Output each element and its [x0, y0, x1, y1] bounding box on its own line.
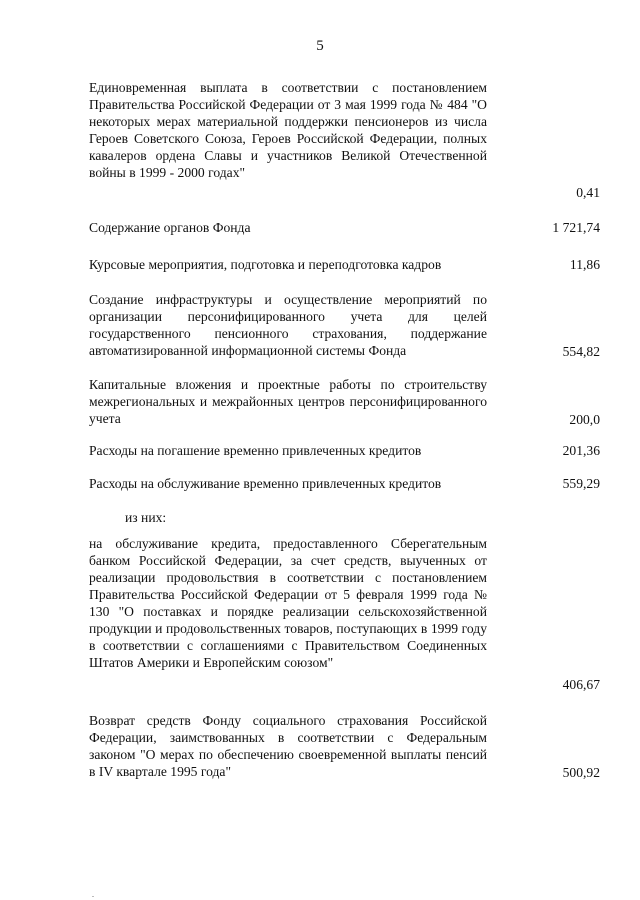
- entry-training-text: Курсовые мероприятия, подготовка и переподготовка кадров: [89, 257, 442, 272]
- entry-fund-maintenance-text: Содержание органов Фонда: [89, 220, 251, 235]
- entry-one-time-payment-value: 0,41: [576, 185, 600, 200]
- final-entry-social-insurance-text: Возврат средств Фонду социального страхования Российской Федерации, заимствованных в соответствии с Федеральным законом "О мерах по обеспечению своевременной выплаты пенсий в IV квартале 1995 года": [89, 713, 487, 779]
- entry-credit-servicing-value: 559,29: [562, 476, 600, 491]
- entry-fund-maintenance-value: 1 721,74: [552, 220, 600, 235]
- entry-training-value: 11,86: [569, 257, 600, 272]
- final-entry-social-insurance-value: 500,92: [562, 765, 600, 780]
- entry-credit-servicing-text: Расходы на обслуживание временно привлеченных кредитов: [89, 476, 442, 491]
- entry-capital-investment-text: Капитальные вложения и проектные работы по строительству межрегиональных и межрайонных центров персонифицированного учета: [89, 377, 487, 426]
- entry-infrastructure-value: 554,82: [562, 344, 600, 359]
- entry-one-time-payment-text: Единовременная выплата в соответствии с постановлением Правительства Российской Федерации от 3 мая 1999 года № 484 "О некоторых мерах материальной поддержки пенсионеров из числа Героев Советского Союза, Героев Российской Федерации, полных кавалеров ордена Славы и участников Великой Отечественной войны в 1999 - 2000 годах": [89, 80, 487, 180]
- entry-credit-repayment-text: Расходы на погашение временно привлеченных кредитов: [89, 443, 422, 458]
- sub-entry-sberbank-text: на обслуживание кредита, предоставленного Сберегательным банком Российской Федерации, за счет средств, выученных от реализации продовольствия в соответствии с постановлением Правительства Российской Федерации от 5 февраля 1999 года № 130 "О поставках и порядке реализации сельскохозяйственной продукции и продовольственных товаров, поступающих в 1999 году в соответствии с соглашениями с Правительством Соединенных Штатов Америки и Европейским союзом": [89, 536, 487, 670]
- entry-infrastructure-text: Создание инфраструктуры и осуществление мероприятий по организации персонифицированного учета для целей государственного пенсионного страхования, поддержание автоматизированной информационной системы Фонда: [89, 292, 487, 358]
- entry-capital-investment-value: 200,0: [569, 412, 600, 427]
- entry-credit-repayment-value: 201,36: [562, 443, 600, 458]
- scan-mark: [92, 896, 94, 897]
- sub-label: из них:: [125, 510, 167, 525]
- sub-entry-sberbank-value: 406,67: [562, 677, 600, 692]
- page-number: 5: [316, 38, 324, 54]
